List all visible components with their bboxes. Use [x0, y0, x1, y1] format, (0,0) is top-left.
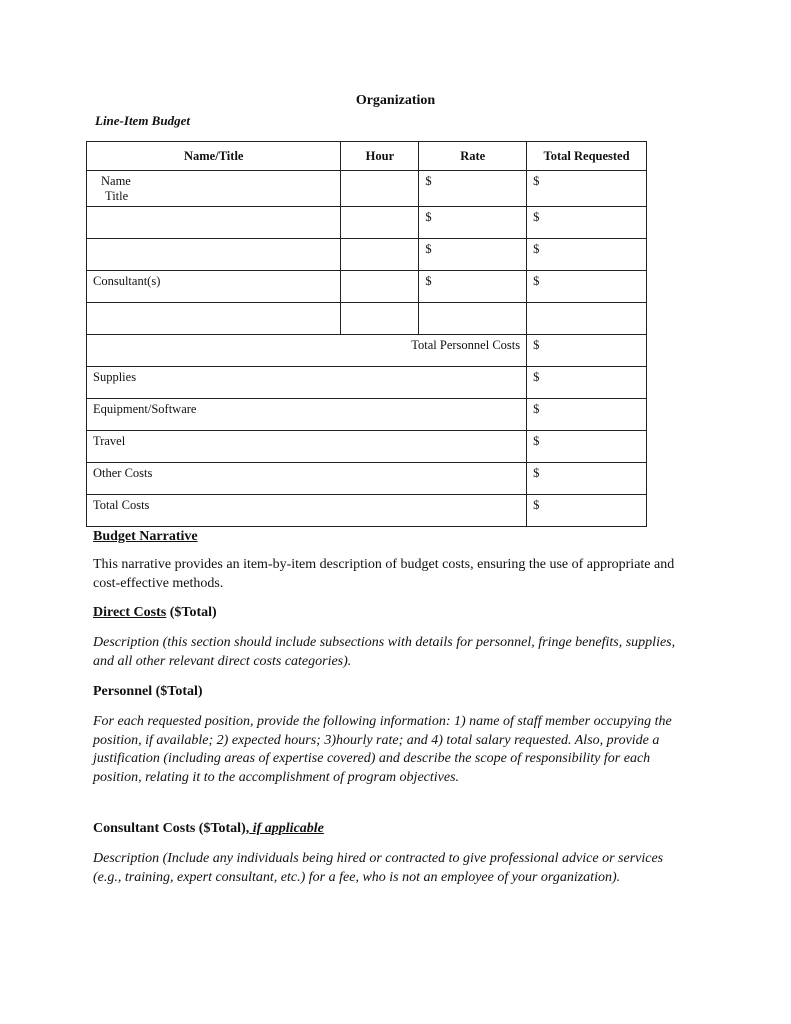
table-header-row	[87, 142, 647, 171]
rate-cell[interactable]: $	[419, 171, 527, 207]
table-row	[87, 171, 647, 207]
line-item-budget-table	[86, 141, 647, 527]
name-title-cell[interactable]	[87, 207, 341, 239]
name-title-cell[interactable]	[87, 239, 341, 271]
equipment-value[interactable]: $	[527, 399, 647, 431]
name-placeholder: Name	[101, 174, 131, 188]
total-cell[interactable]: $	[527, 171, 647, 207]
other-costs-value[interactable]: $	[527, 463, 647, 495]
hour-cell[interactable]	[341, 171, 419, 207]
supplies-value[interactable]: $	[527, 367, 647, 399]
header-rate: Rate	[419, 142, 527, 171]
organization-title: Organization	[355, 93, 436, 108]
consultant-applicable-note: if applicable	[249, 821, 324, 836]
consultant-costs-description: Description (Include any individuals being hired or contracted to give professional advice or services (e.g., training, expert consultant, etc.) for a fee, who is not an employee of your organization).	[93, 851, 664, 885]
direct-costs-description: Description (this section should include subsections with details for personnel, fringe benefits, supplies, and all other relevant direct costs categories).	[93, 635, 676, 669]
header-hour: Hour	[341, 142, 419, 171]
category-row	[87, 399, 647, 431]
direct-costs-heading	[93, 604, 693, 623]
hour-cell[interactable]	[341, 239, 419, 271]
rate-cell[interactable]: $	[419, 271, 527, 303]
consultant-costs-heading	[93, 820, 693, 839]
header-total-requested: Total Requested	[527, 142, 647, 171]
header-name-title: Name/Title	[87, 142, 341, 171]
name-title-cell[interactable]	[87, 303, 341, 335]
total-costs-value[interactable]: $	[527, 495, 647, 527]
personnel-heading: Personnel ($Total)	[93, 684, 203, 699]
category-travel: Travel	[87, 431, 527, 463]
category-row	[87, 367, 647, 399]
rate-cell[interactable]: $	[419, 239, 527, 271]
total-personnel-value[interactable]: $	[527, 335, 647, 367]
total-cell[interactable]	[527, 303, 647, 335]
consultant-costs-title: Consultant Costs ($Total),	[93, 821, 250, 836]
direct-costs-title: Direct Costs	[93, 605, 167, 620]
total-cell[interactable]: $	[527, 239, 647, 271]
category-row	[87, 495, 647, 527]
title-placeholder: Title	[105, 189, 129, 203]
table-row	[87, 271, 647, 303]
category-row	[87, 431, 647, 463]
line-item-budget-label: Line-Item Budget	[95, 113, 190, 128]
total-personnel-row	[87, 335, 647, 367]
hour-cell[interactable]	[341, 303, 419, 335]
budget-narrative-heading: Budget Narrative	[93, 529, 198, 544]
hour-cell[interactable]	[341, 271, 419, 303]
table-row	[87, 239, 647, 271]
consultants-cell[interactable]: Consultant(s)	[87, 271, 341, 303]
table-row	[87, 303, 647, 335]
total-cell[interactable]: $	[527, 271, 647, 303]
budget-narrative-intro: This narrative provides an item-by-item description of budget costs, ensuring the use of appropriate and cost-effective methods.	[93, 557, 675, 591]
travel-value[interactable]: $	[527, 431, 647, 463]
category-equipment-software: Equipment/Software	[87, 399, 527, 431]
total-cell[interactable]: $	[527, 207, 647, 239]
table-row	[87, 207, 647, 239]
category-row	[87, 463, 647, 495]
hour-cell[interactable]	[341, 207, 419, 239]
total-personnel-label: Total Personnel Costs	[87, 335, 527, 367]
direct-costs-total: ($Total)	[166, 605, 217, 620]
rate-cell[interactable]: $	[419, 207, 527, 239]
rate-cell[interactable]	[419, 303, 527, 335]
personnel-description: For each requested position, provide the following information: 1) name of staff member occupying the position, if available; 2) expected hours; 3)hourly rate; and 4) total salary requested. Also, provide a justification (including areas of expertise covered) and describe the scope of responsibility for each position, relating it to the accomplishment of program objectives.	[93, 714, 672, 785]
category-supplies: Supplies	[87, 367, 527, 399]
category-total-costs: Total Costs	[87, 495, 527, 527]
category-other-costs: Other Costs	[87, 463, 527, 495]
name-title-cell[interactable]	[87, 171, 341, 207]
